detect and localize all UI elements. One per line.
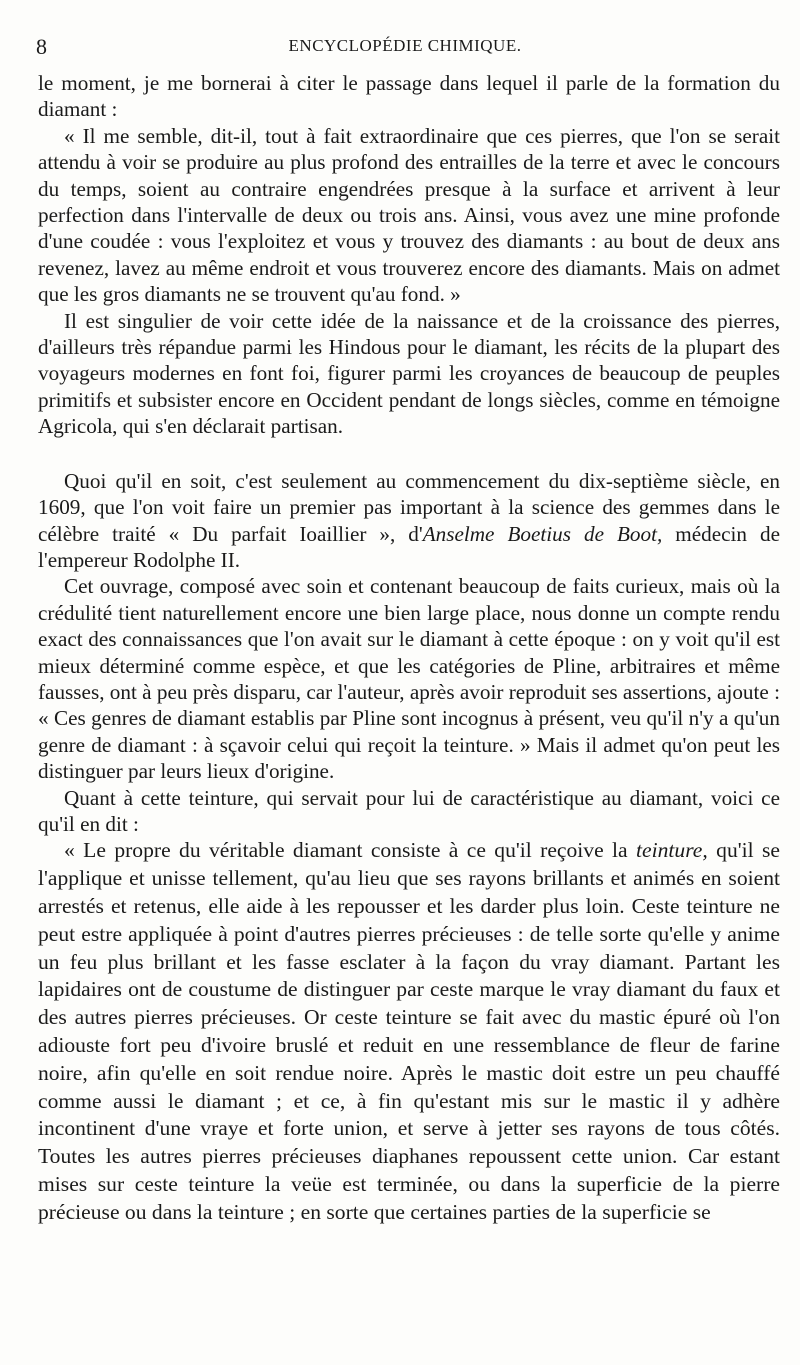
paragraph-boetius-text: Quoi qu'il en soit, c'est seulement au commencement du dix-septième siècle, en 1609, que l'on voit faire un premier pas important à la science des gemmes dans le célèbre traité « Du parfait Ioaillier », d' [38, 468, 780, 546]
teinture-term: teinture, [636, 838, 708, 863]
body-text [38, 70, 780, 1227]
page-header [36, 34, 774, 62]
paragraph-growth-of-stones: Il est singulier de voir cette idée de la naissance et de la croissance des pierres, d'ailleurs très répandue parmi les Hindous pour le diamant, les récits de la plupart des voyageurs modernes en font foi, figurer parmi les croyances de beaucoup de peuples primitifs et subsister encore en Occident pendant de longs siècles, comme en témoigne Agricola, qui s'en déclarait partisan. [38, 308, 780, 439]
paragraph-teinture-quote-text-end: qu'il se l'applique et unisse tellement, qu'au lieu que ses rayons brillants et animés en soient arrestés et retenus, elle aide à les repousser et les darder plus loin. Ceste teinture ne peut estre appliquée à point d'autres pierres précieuses : de telle sorte qu'elle y anime un feu plus brillant et les fasse esclater à la façon du vray diamant. Partant les lapidaires ont de coustume de distinguer par ceste marque le vray diamant du faux et des autres pierres précieuses. Or ceste teinture se fait avec du mastic épuré où l'on adiouste fort peu d'ivoire bruslé et reduit en une ressemblance de fleur de farine noire, afin qu'elle en soit rendue noire. Après le mastic doit estre un peu chauffé comme aussi le diamant ; et ce, à fin qu'estant mis sur le mastic il y adhère incontinent d'une vraye et forte union, et serve à jetter ses rayons de tous côtés. Toutes les autres pierres précieuses diaphanes repoussent cette union. Car estant mises sur ceste teinture la veüe est terminée, ou dans la superficie de la pierre précieuse ou dans la teinture ; en sorte que certaines parties de la superficie se [38, 838, 780, 1224]
paragraph-teinture-quote-text: « Le propre du véritable diamant consiste à ce qu'il reçoive la [64, 838, 637, 863]
paragraph-ouvrage: Cet ouvrage, composé avec soin et contenant beaucoup de faits curieux, mais où la crédulité tient naturellement encore une bien large place, nous donne un compte rendu exact des connaissances que l'on avait sur le diamant à cette époque : on y voit qu'il est mieux déterminé comme espèce, et que les catégories de Pline, arbitraires et même fausses, ont à peu près disparu, car l'auteur, après avoir reproduit ses assertions, ajoute : « Ces genres de diamant establis par Pline sont incognus à présent, veu qu'il n'y a qu'un genre de diamant : à sçavoir celui qui reçoit la teinture. » Mais il admet qu'on peut les distinguer par leurs lieux d'origine. [38, 574, 780, 784]
paragraph-boetius-text-end: médecin de l'empereur Rodolphe II. [38, 521, 781, 572]
author-name: Anselme Boetius de Boot, [422, 521, 663, 546]
paragraph-boetius [38, 468, 780, 574]
paragraph-intro: le moment, je me bornerai à citer le passage dans lequel il parle de la formation du diamant : [38, 71, 780, 122]
page-number: 8 [36, 34, 47, 59]
paragraph-teinture-intro: Quant à cette teinture, qui servait pour lui de caractéristique au diamant, voici ce qu'il en dit : [38, 785, 780, 836]
paragraph-teinture-quote [38, 837, 780, 1226]
running-title: ENCYCLOPÉDIE CHIMIQUE. [288, 36, 522, 55]
section-gap [38, 440, 780, 468]
paragraph-quote-pliny: « Il me semble, dit-il, tout à fait extraordinaire que ces pierres, que l'on se serait attendu à voir se produire au plus profond des entrailles de la terre et avec le concours du temps, soient au contraire engendrées presque à la surface et arrivent à leur perfection dans l'intervalle de deux ou trois ans. Ainsi, vous avez une mine profonde d'une coudée : vous l'exploitez et vous y trouvez des diamants : au bout de deux ans revenez, lavez au même endroit et vous trouverez encore des diamants. Mais on admet que les gros diamants ne se trouvent qu'au fond. » [38, 123, 780, 307]
